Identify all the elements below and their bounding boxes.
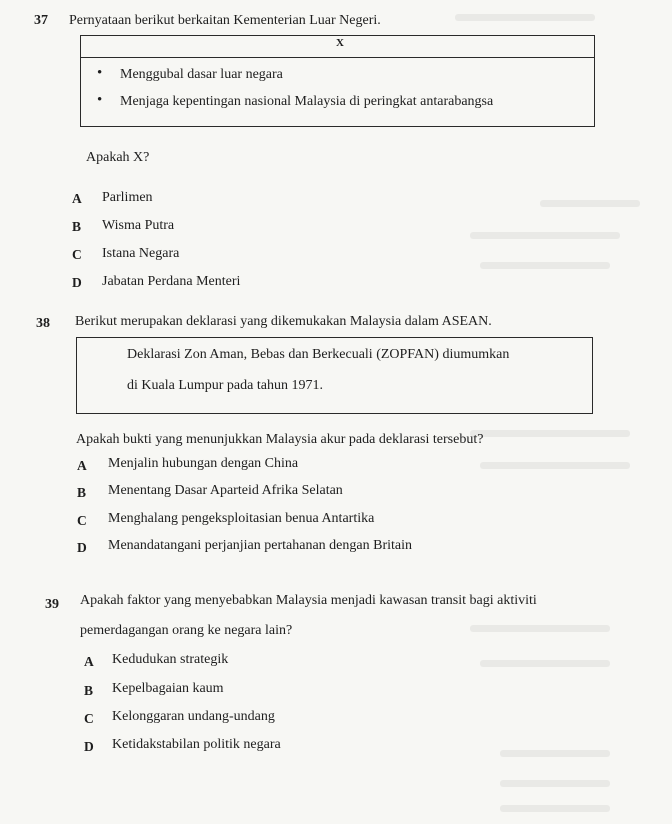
option-letter: D [84,739,94,754]
option-letter: C [72,247,82,262]
option-letter: B [72,219,82,234]
option-text: Ketidakstabilan politik negara [112,737,281,752]
bleed-through-mark [470,430,630,437]
statement-line: di Kuala Lumpur pada tahun 1971. [127,378,323,393]
option-text: Menjalin hubungan dengan China [108,456,299,471]
option-text: Menghalang pengeksploitasian benua Antartika [108,511,375,526]
bleed-through-mark [500,780,610,787]
option-letter: D [72,275,82,290]
option-text: Istana Negara [102,246,180,261]
bleed-through-mark [455,14,595,21]
bleed-through-mark [540,200,640,207]
option-letter: C [77,513,87,528]
box-header-divider [81,57,594,58]
option-text: Kepelbagaian kaum [112,681,224,696]
option-letter: B [77,485,87,500]
option-letter: C [84,711,94,726]
statement-bullet: Menggubal dasar luar negara [120,67,283,82]
statement-bullet: Menjaga kepentingan nasional Malaysia di peringkat antarabangsa [120,94,494,109]
bleed-through-mark [500,805,610,812]
option-letter: D [77,540,87,555]
option-text: Kelonggaran undang-undang [112,709,275,724]
option-text: Menandatangani perjanjian pertahanan dengan Britain [108,538,412,553]
option-letter: A [84,654,94,669]
bleed-through-mark [480,262,610,269]
question-prompt: Apakah bukti yang menunjukkan Malaysia akur pada deklarasi tersebut? [76,432,484,447]
option-text: Wisma Putra [102,218,175,233]
question-number: 37 [34,13,48,28]
bleed-through-mark [480,462,630,469]
option-text: Jabatan Perdana Menteri [102,274,241,289]
bullet-icon: • [97,92,103,108]
bullet-icon: • [97,65,103,81]
question-stem: Berikut merupakan deklarasi yang dikemukakan Malaysia dalam ASEAN. [75,314,492,329]
bleed-through-mark [470,232,620,239]
bleed-through-mark [500,750,610,757]
question-stem: Apakah faktor yang menyebabkan Malaysia menjadi kawasan transit bagi aktiviti [80,593,537,608]
question-number: 39 [45,597,59,612]
bleed-through-mark [480,660,610,667]
question-stem: Pernyataan berikut berkaitan Kementerian Luar Negeri. [69,13,381,28]
option-text: Menentang Dasar Aparteid Afrika Selatan [108,483,343,498]
question-number: 38 [36,316,50,331]
question-prompt: Apakah X? [86,150,150,165]
bleed-through-mark [470,625,610,632]
box-header-label: X [336,37,344,49]
question-stem-continued: pemerdagangan orang ke negara lain? [80,623,293,638]
option-text: Kedudukan strategik [112,652,229,667]
option-letter: A [72,191,82,206]
option-text: Parlimen [102,190,153,205]
statement-line: Deklarasi Zon Aman, Bebas dan Berkecuali (ZOPFAN) diumumkan [127,347,510,362]
option-letter: B [84,683,94,698]
option-letter: A [77,458,87,473]
